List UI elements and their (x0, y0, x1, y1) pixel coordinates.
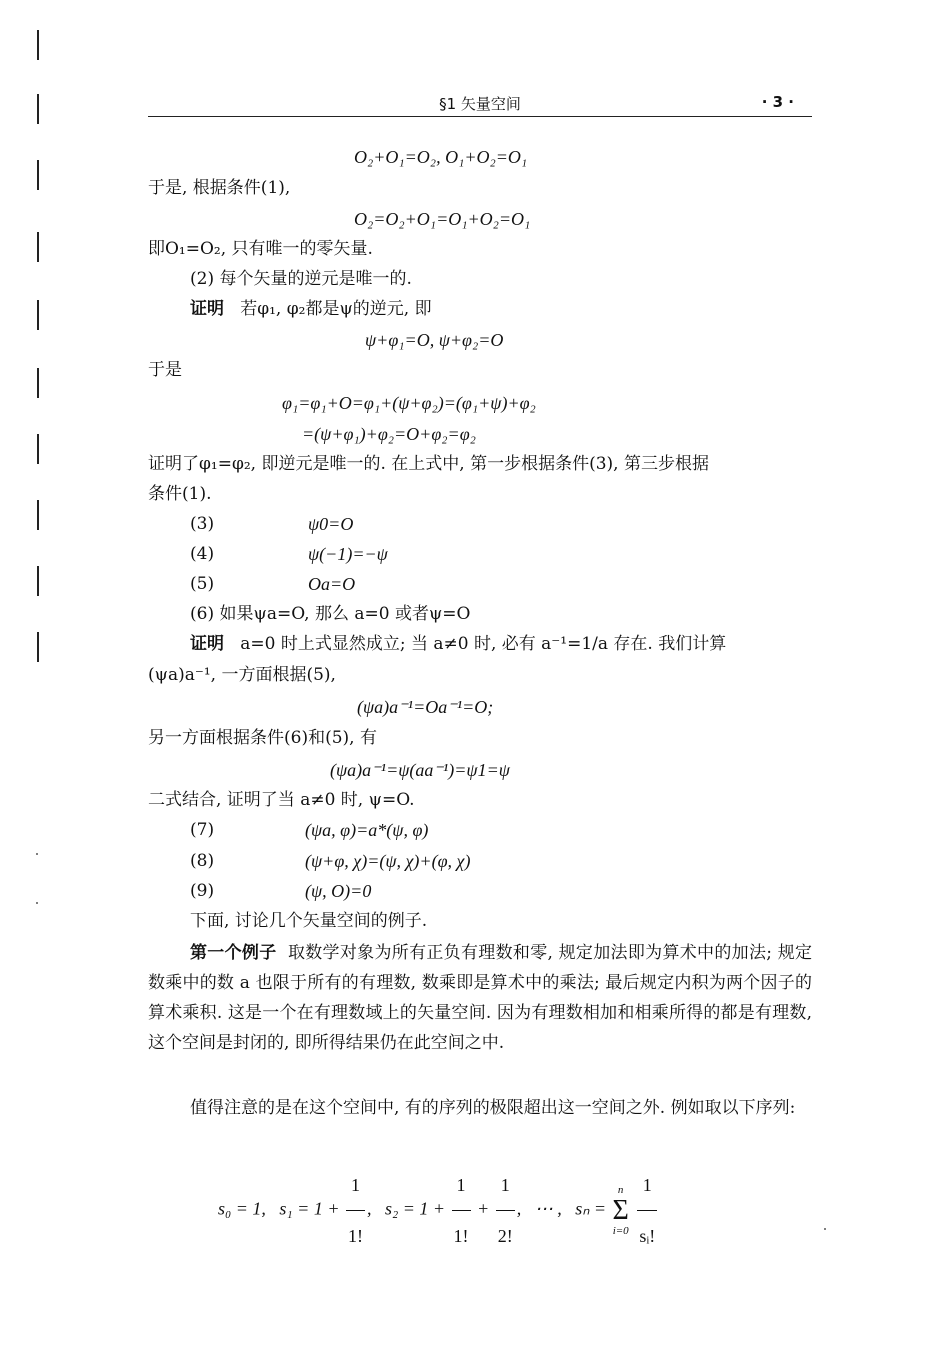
s2-lhs: s₂ = 1 + (384, 1198, 446, 1219)
property-equation: (ψa, φ)=a*(ψ, φ) (305, 820, 429, 840)
text-line: 另一方面根据条件(6)和(5), 有 (148, 728, 377, 748)
s0-term: s₀ = 1, (218, 1198, 266, 1219)
scan-edge-line (37, 232, 39, 262)
equation: ψ+φ₁=O, ψ+φ₂=O (365, 330, 504, 350)
text-line: (ψa)a⁻¹, 一方面根据(5), (148, 665, 336, 685)
numerator: 1 (452, 1160, 471, 1211)
scan-edge-line (37, 632, 39, 662)
property-number: (5) (190, 574, 215, 594)
example-paragraph (148, 938, 812, 1058)
equation: =(ψ+φ₁)+φ₂=O+φ₂=φ₂ (302, 424, 476, 444)
property-equation: ψ0=O (308, 514, 354, 534)
scan-edge-line (37, 500, 39, 530)
equation: φ₁=φ₁+O=φ₁+(ψ+φ₂)=(φ₁+ψ)+φ₂ (282, 393, 536, 413)
scan-speck (36, 902, 38, 904)
numerator: 1 (496, 1160, 515, 1211)
sum-upper-limit: n (617, 1183, 624, 1196)
scan-edge-line (37, 30, 39, 60)
scan-edge-line (37, 368, 39, 398)
denominator: 2! (497, 1226, 513, 1246)
scan-speck (36, 853, 38, 855)
text-line: 于是 (148, 360, 182, 380)
text-line: 证明了φ₁=φ₂, 即逆元是唯一的. 在上式中, 第一步根据条件(3), 第三步根据 (148, 454, 709, 474)
ellipsis: ⋯ , (534, 1198, 562, 1219)
property-equation: (ψ, O)=0 (305, 881, 372, 901)
denominator: 1! (347, 1226, 363, 1246)
section-title: §1 矢量空间 (439, 95, 521, 113)
plus-sign: + (477, 1198, 490, 1219)
numerator: 1 (637, 1160, 657, 1211)
sequence-formula (218, 1160, 659, 1261)
text-line: (2) 每个矢量的逆元是唯一的. (190, 269, 412, 289)
property-number: (7) (190, 820, 215, 840)
scan-edge-line (37, 300, 39, 330)
property-number: (8) (190, 851, 215, 871)
text-line: 下面, 讨论几个矢量空间的例子. (190, 911, 428, 931)
text-line: 二式结合, 证明了当 a≠0 时, ψ=O. (148, 790, 415, 810)
sigma-symbol: Σ (612, 1194, 629, 1226)
scan-edge-line (37, 94, 39, 124)
fraction (452, 1160, 471, 1261)
comma: , (366, 1198, 372, 1219)
proof-text: a=0 时上式显然成立; 当 a≠0 时, 必有 a⁻¹=1/a 存在. 我们计算 (240, 634, 727, 654)
property-number: (3) (190, 514, 215, 534)
summation (613, 1184, 629, 1238)
denominator: sᵢ! (639, 1226, 656, 1246)
scan-speck (824, 1228, 826, 1230)
paragraph: 值得注意的是在这个空间中, 有的序列的极限超出这一空间之外. 例如取以下序列: (190, 1098, 796, 1118)
page-number: · 3 · (761, 93, 794, 111)
property-number: (9) (190, 881, 215, 901)
denominator: 1! (453, 1226, 469, 1246)
sum-lower-limit: i=0 (612, 1224, 629, 1237)
example-text: 取数学对象为所有正负有理数和零, 规定加法即为算术中的加法; 规定数乘中的数 a 也限于所有的有理数, 数乘即是算术中的乘法; 最后规定内积为两个因子的算术乘积. 这是一个在有理数域上的矢量空间. 因为有理数相加和相乘所得的都是有理数, 这个空间是封闭的, 即所得结果仍在此空间之中. (148, 943, 812, 1053)
numerator: 1 (346, 1160, 365, 1211)
comma: , (516, 1198, 522, 1219)
text-line: 于是, 根据条件(1), (148, 178, 291, 198)
property-equation: (ψ+φ, χ)=(ψ, χ)+(φ, χ) (305, 851, 471, 871)
fraction (637, 1160, 657, 1261)
text-line: (6) 如果ψa=O, 那么 a=0 或者ψ=O (190, 604, 471, 624)
proof-line (190, 632, 726, 656)
page-header (148, 90, 812, 117)
proof-text: 若φ₁, φ₂都是ψ的逆元, 即 (240, 299, 432, 319)
example-label: 第一个例子 (190, 943, 277, 963)
fraction (346, 1160, 365, 1261)
proof-line (190, 297, 432, 321)
property-equation: Oa=O (308, 574, 356, 594)
sn-lhs: sₙ = (575, 1198, 607, 1219)
equation: (ψa)a⁻¹=Oa⁻¹=O; (357, 697, 494, 717)
text-line: 即O₁=O₂, 只有唯一的零矢量. (148, 239, 373, 259)
property-number: (4) (190, 544, 215, 564)
property-equation: ψ(−1)=−ψ (308, 544, 388, 564)
equation: (ψa)a⁻¹=ψ(aa⁻¹)=ψ1=ψ (330, 760, 510, 780)
fraction (496, 1160, 515, 1261)
scan-edge-line (37, 160, 39, 190)
scan-edge-line (37, 434, 39, 464)
text-line: 条件(1). (148, 484, 212, 504)
equation: O₂+O₁=O₂, O₁+O₂=O₁ (354, 147, 528, 167)
proof-label: 证明 (190, 634, 224, 654)
equation: O₂=O₂+O₁=O₁+O₂=O₁ (354, 209, 531, 229)
s1-lhs: s₁ = 1 + (279, 1198, 340, 1219)
proof-label: 证明 (190, 299, 224, 319)
scan-edge-line (37, 566, 39, 596)
